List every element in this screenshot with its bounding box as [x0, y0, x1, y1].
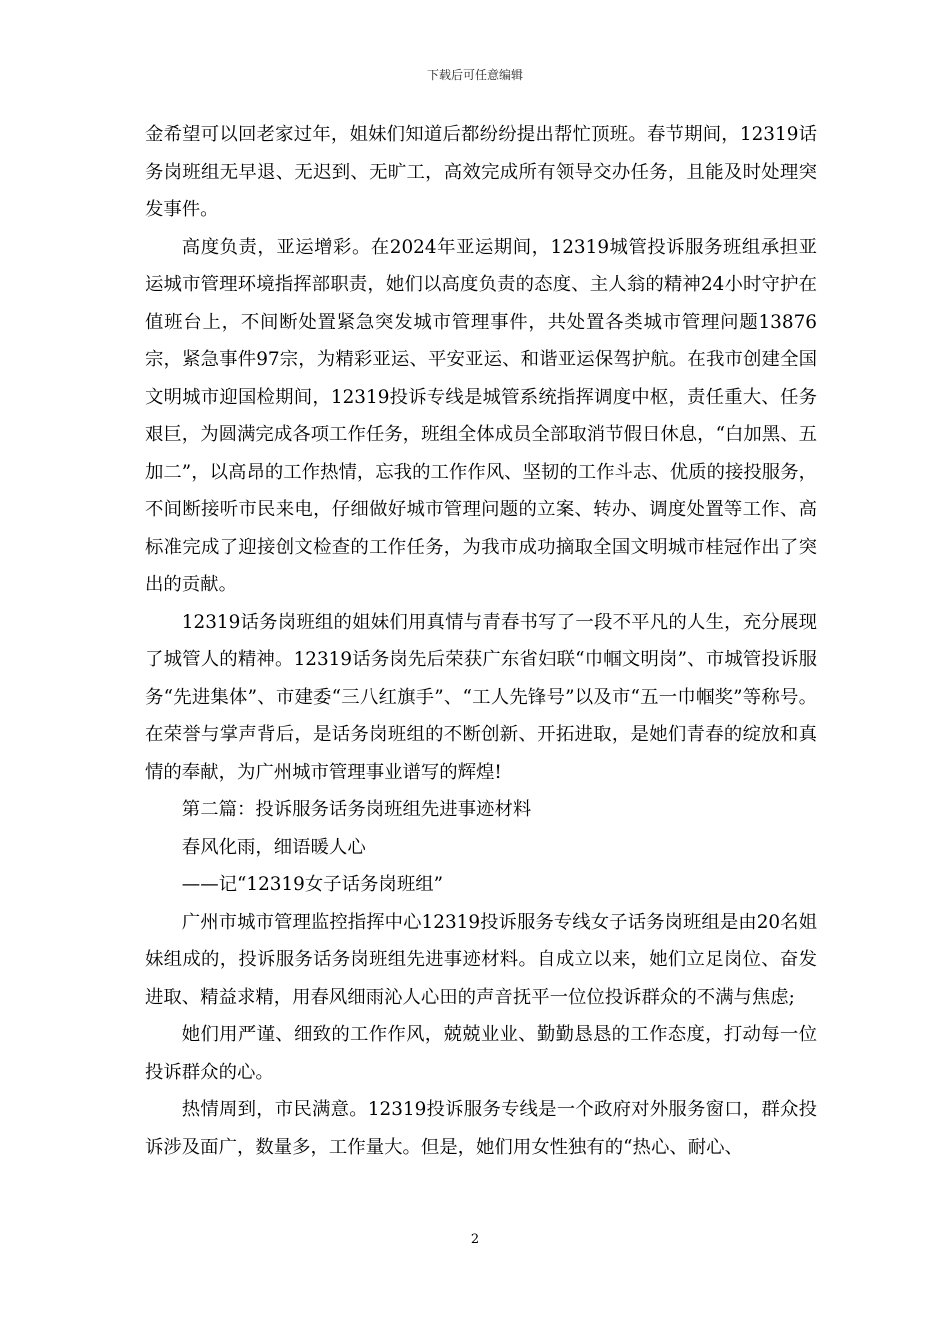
paragraph: 金希望可以回老家过年，姐妹们知道后都纷纷提出帮忙顶班。春节期间，12319话务岗班组无早退、无迟到、无旷工，高效完成所有领导交办任务，且能及时处理突发事件。 [145, 124, 817, 220]
paragraph: 热情周到，市民满意。12319投诉服务专线是一个政府对外服务窗口，群众投诉涉及面广，数量多，工作量大。但是，她们用女性独有的“热心、耐心、 [145, 1099, 817, 1158]
paragraph: 12319话务岗班组的姐妹们用真情与青春书写了一段不平凡的人生，充分展现了城管人的精神。12319话务岗先后荣获广东省妇联“巾帼文明岗”、市城管投诉服务“先进集体”、市建委“三八红旗手”、“工人先锋号”以及市“五一巾帼奖”等称号。在荣誉与掌声背后，是话务岗班组的不断创新、开拓进取，是她们青春的绽放和真情的奉献，为广州城市管理事业谱写的辉煌! [145, 611, 817, 783]
paragraph: 她们用严谨、细致的工作作风，兢兢业业、勤勤恳恳的工作态度，打动每一位投诉群众的心。 [145, 1024, 817, 1083]
page-number: 2 [470, 1232, 480, 1247]
paragraph: 第二篇：投诉服务话务岗班组先进事迹材料 [181, 799, 532, 820]
paragraph: 高度负责，亚运增彩。在2024年亚运期间，12319城管投诉服务班组承担亚运城市管理环境指挥部职责，她们以高度负责的态度、主人翁的精神24小时守护在值班台上，不间断处置紧急突发城市管理事件，共处置各类城市管理问题13876宗，紧急事件97宗，为精彩亚运、平安亚运、和谐亚运保驾护航。在我市创建全国文明城市迎国检期间，12319投诉专线是城管系统指挥调度中枢，责任重大、任务艰巨，为圆满完成各项工作任务，班组全体成员全部取消节假日休息，“白加黑、五加二”，以高昂的工作热情，忘我的工作作风、坚韧的工作斗志、优质的接投服务，不间断接听市民来电，仔细做好城市管理问题的立案、转办、调度处置等工作、高标准完成了迎接创文检查的工作任务，为我市成功摘取全国文明城市桂冠作出了突出的贡献。 [145, 236, 817, 595]
paragraph: 春风化雨，细语暖人心 [181, 836, 366, 858]
paragraph: 广州市城市管理监控指挥中心12319投诉服务专线女子话务岗班组是由20名姐妹组成的，投诉服务话务岗班组先进事迹材料。自成立以来，她们立足岗位、奋发进取、精益求精，用春风细雨沁人心田的声音抚平一位位投诉群众的不满与焦虑; [145, 911, 817, 1008]
page-header: 下载后可任意编辑 [426, 68, 523, 82]
document-body [145, 116, 817, 1166]
paragraph: ——记“12319女子话务岗班组” [181, 874, 444, 895]
